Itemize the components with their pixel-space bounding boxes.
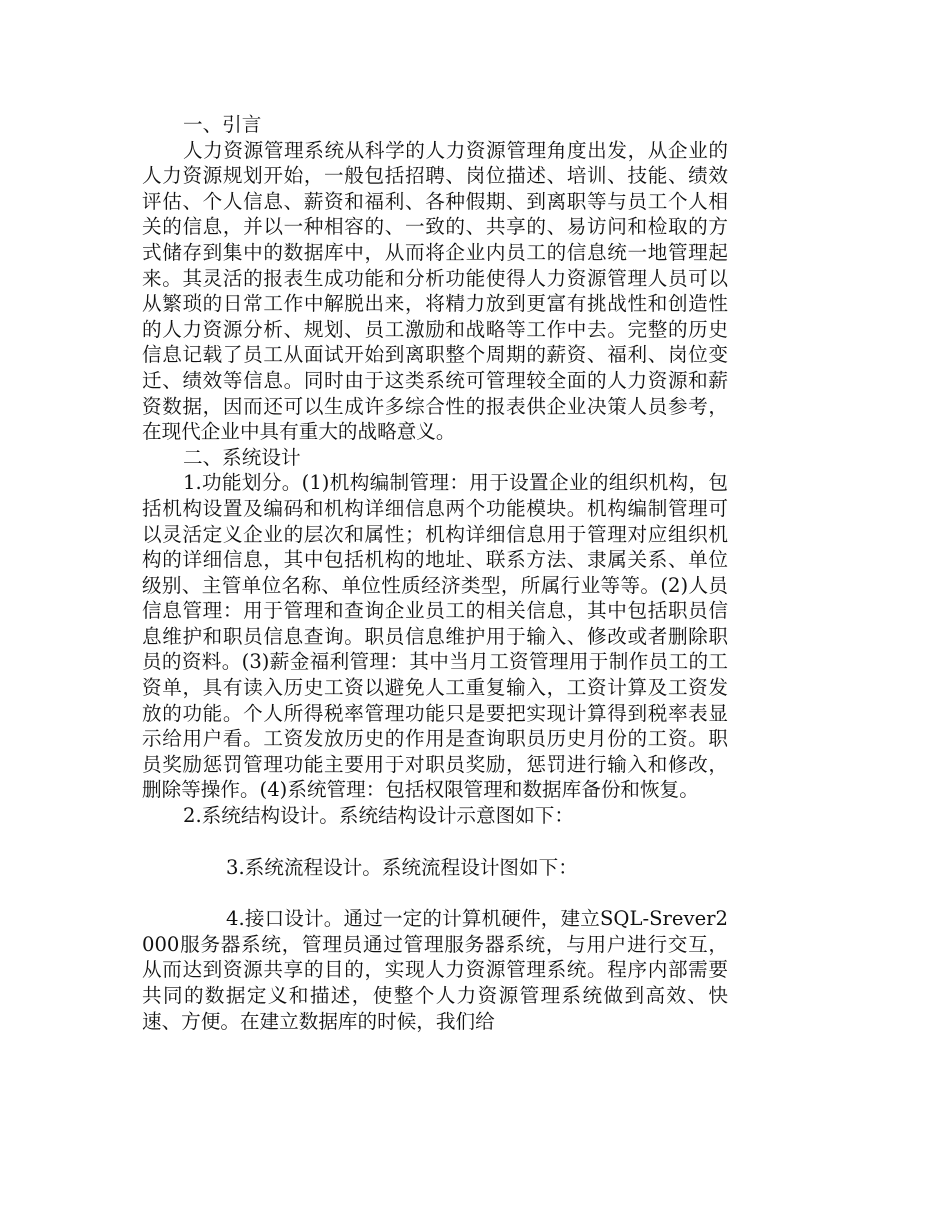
paragraph-interface-design: 4.接口设计。通过一定的计算机硬件，建立SQL-Srever2000服务器系统，管理员通过管理服务器系统，与用户进行交互，从而达到资源共享的目的，实现人力资源管理系统。程序内部需要共同的数据定义和描述，使整个人力资源管理系统做到高效、快速、方便。在建立数据库的时候，我们给 [142, 907, 728, 1033]
paragraph-function-division: 1.功能划分。(1)机构编制管理：用于设置企业的组织机构，包括机构设置及编码和机构详细信息两个功能模块。机构编制管理可以灵活定义企业的层次和属性；机构详细信息用于管理对应组织机构的详细信息，其中包括机构的地址、联系方法、隶属关系、单位级别、主管单位名称、单位性质经济类型，所属行业等等。(2)人员信息管理：用于管理和查询企业员工的相关信息，其中包括职员信息维护和职员信息查询。职员信息维护用于输入、修改或者删除职员的资料。(3)薪金福利管理：其中当月工资管理用于制作员工的工资单，具有读入历史工资以避免人工重复输入，工资计算及工资发放的功能。个人所得税率管理功能只是要把实现计算得到税率表显示给用户看。工资发放历史的作用是查询职员历史月份的工资。职员奖励惩罚管理功能主要用于对职员奖励，惩罚进行输入和修改，删除等操作。(4)系统管理：包括权限管理和数据库备份和恢复。 [142, 471, 728, 802]
figure-placeholder-structure [142, 829, 728, 855]
document-body [142, 112, 728, 1034]
section-heading-system-design: 二、系统设计 [183, 445, 301, 469]
paragraph-system-structure: 2.系统结构设计。系统结构设计示意图如下： [183, 804, 574, 828]
paragraph-introduction: 人力资源管理系统从科学的人力资源管理角度出发，从企业的人力资源规划开始，一般包括招聘、岗位描述、培训、技能、绩效评估、个人信息、薪资和福利、各种假期、到离职等与员工个人相关的信息，并以一种相容的、一致的、共享的、易访问和检取的方式储存到集中的数据库中，从而将企业内员工的信息统一地管理起来。其灵活的报表生成功能和分析功能使得人力资源管理人员可以从繁琐的日常工作中解脱出来，将精力放到更富有挑战性和创造性的人力资源分析、规划、员工激励和战略等工作中去。完整的历史信息记载了员工从面试开始到离职整个周期的薪资、福利、岗位变迁、绩效等信息。同时由于这类系统可管理较全面的人力资源和薪资数据，因而还可以生成许多综合性的报表供企业决策人员参考，在现代企业中具有重大的战略意义。 [142, 138, 728, 444]
section-heading-introduction: 一、引言 [183, 113, 262, 136]
paragraph-system-flow: 3.系统流程设计。系统流程设计图如下： [226, 855, 578, 879]
figure-placeholder-flow [142, 880, 728, 906]
